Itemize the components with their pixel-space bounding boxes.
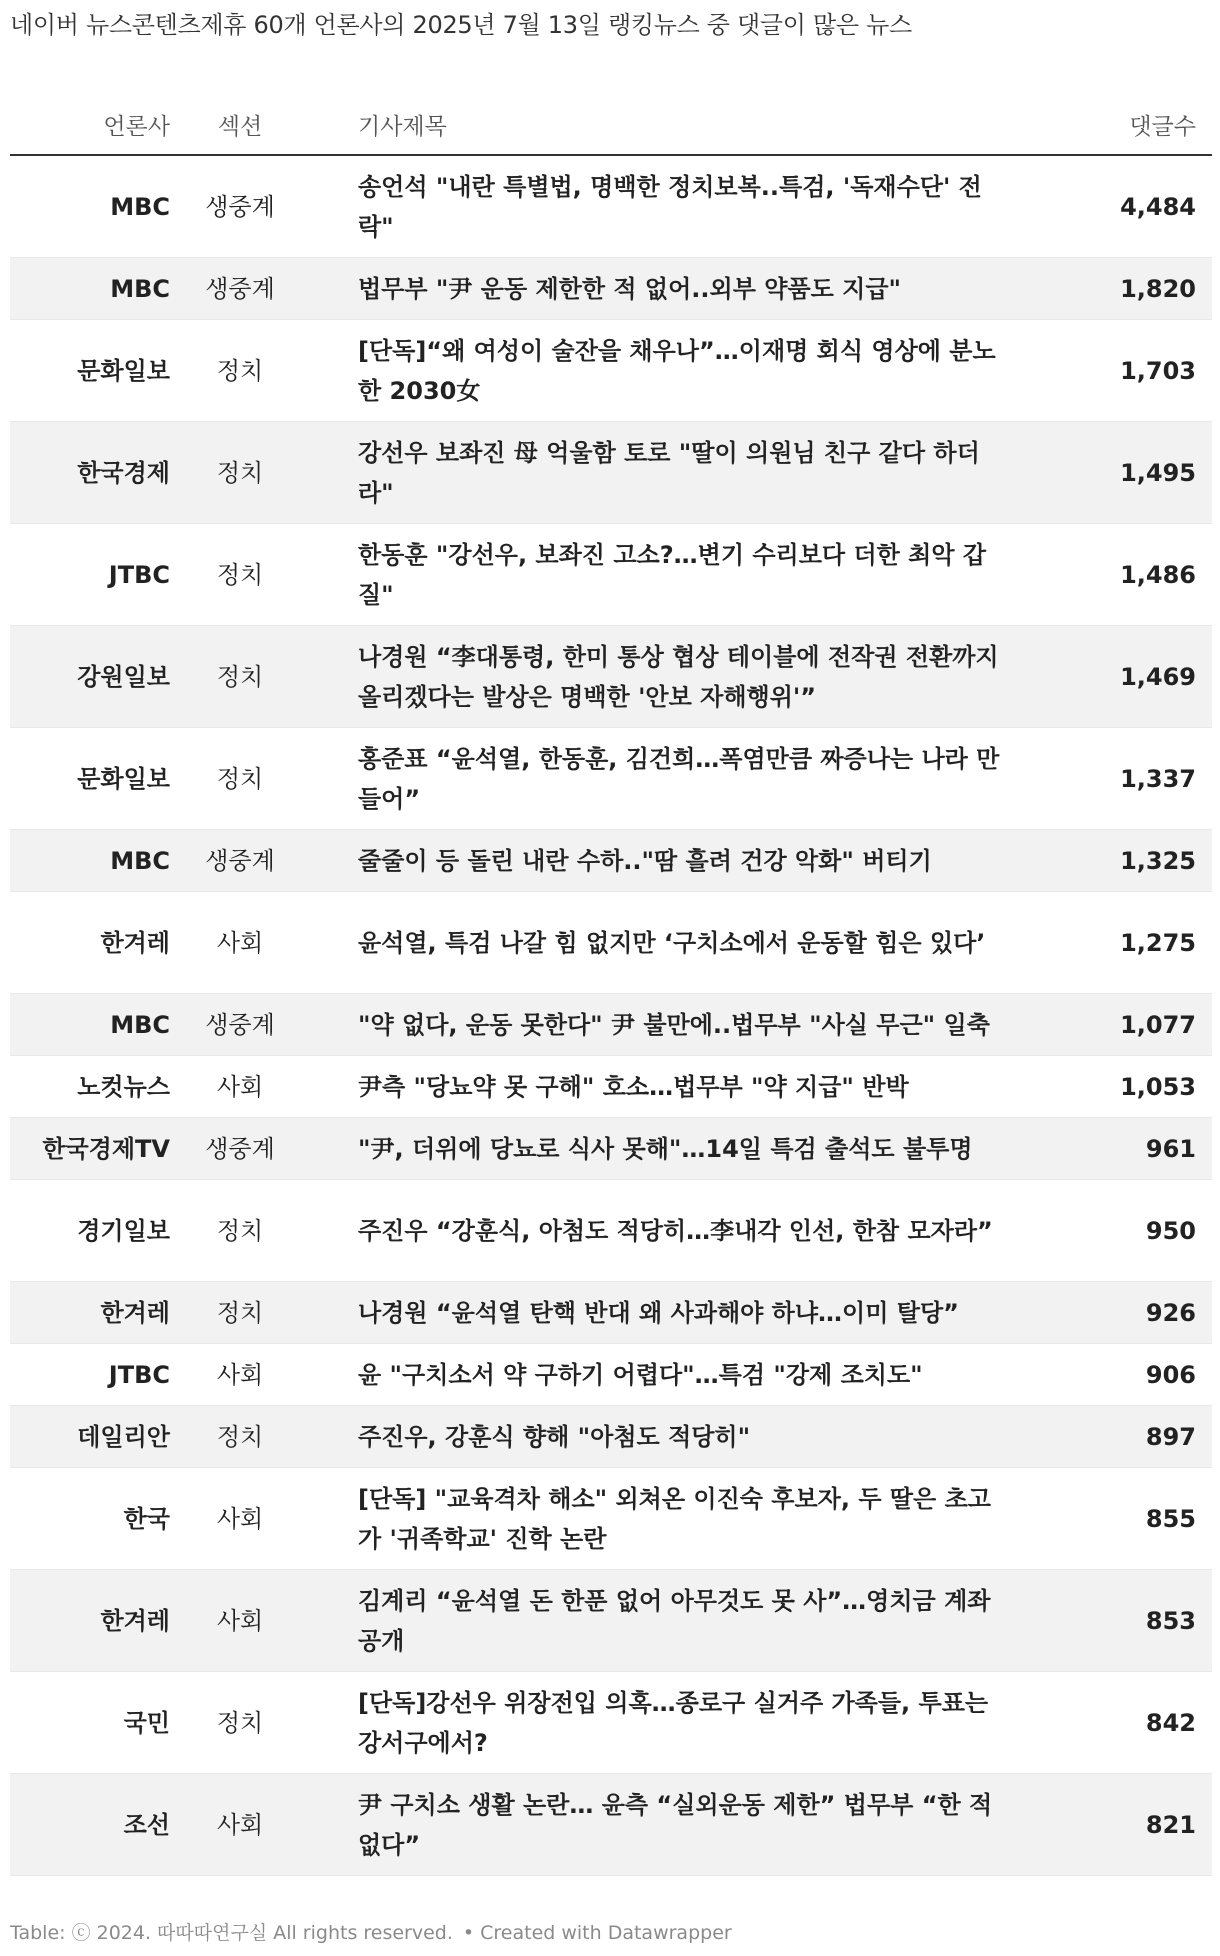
press-cell: 데일리안	[10, 1406, 170, 1468]
headline-cell[interactable]: 주진우, 강훈식 향해 "아첨도 적당히"	[310, 1406, 1030, 1468]
footer-separator: •	[462, 1922, 475, 1944]
comments-cell: 906	[1030, 1344, 1212, 1406]
table-row	[10, 1672, 1212, 1774]
press-cell: 문화일보	[10, 320, 170, 422]
section-cell: 생중계	[170, 1118, 310, 1180]
comments-cell: 1,325	[1030, 830, 1212, 892]
headline-cell[interactable]: 홍준표 “윤석열, 한동훈, 김건희…폭염만큼 짜증나는 나라 만들어”	[310, 728, 1030, 830]
headline-cell[interactable]: 윤 "구치소서 약 구하기 어렵다"…특검 "강제 조치도"	[310, 1344, 1030, 1406]
table-row	[10, 830, 1212, 892]
headline-cell[interactable]: 한동훈 "강선우, 보좌진 고소?…변기 수리보다 더한 최악 갑질"	[310, 524, 1030, 626]
section-cell: 생중계	[170, 994, 310, 1056]
headline-cell[interactable]: "尹, 더위에 당뇨로 식사 못해"…14일 특검 출석도 불투명	[310, 1118, 1030, 1180]
comments-cell: 4,484	[1030, 155, 1212, 258]
comments-cell: 950	[1030, 1180, 1212, 1282]
comments-cell: 821	[1030, 1774, 1212, 1876]
section-cell: 정치	[170, 626, 310, 728]
section-cell: 사회	[170, 1056, 310, 1118]
table-row	[10, 1468, 1212, 1570]
table-row	[10, 728, 1212, 830]
headline-cell[interactable]: 尹 구치소 생활 논란… 윤측 “실외운동 제한” 법무부 “한 적 없다”	[310, 1774, 1030, 1876]
header-comments[interactable]: 댓글수	[1030, 94, 1212, 155]
headline-cell[interactable]: 주진우 “강훈식, 아첨도 적당히…李내각 인선, 한참 모자라”	[310, 1180, 1030, 1282]
section-cell: 생중계	[170, 258, 310, 320]
header-press[interactable]: 언론사	[10, 94, 170, 155]
section-cell: 정치	[170, 1406, 310, 1468]
comments-cell: 1,486	[1030, 524, 1212, 626]
comments-cell: 855	[1030, 1468, 1212, 1570]
section-cell: 정치	[170, 524, 310, 626]
press-cell: 조선	[10, 1774, 170, 1876]
headline-cell[interactable]: 강선우 보좌진 母 억울함 토로 "딸이 의원님 친구 같다 하더라"	[310, 422, 1030, 524]
table-row	[10, 258, 1212, 320]
press-cell: 강원일보	[10, 626, 170, 728]
press-cell: 한겨레	[10, 1570, 170, 1672]
press-cell: 경기일보	[10, 1180, 170, 1282]
press-cell: JTBC	[10, 524, 170, 626]
comments-cell: 1,275	[1030, 892, 1212, 994]
table-row	[10, 1180, 1212, 1282]
table-row	[10, 1118, 1212, 1180]
section-cell: 사회	[170, 1344, 310, 1406]
section-cell: 사회	[170, 1570, 310, 1672]
headline-cell[interactable]: [단독]강선우 위장전입 의혹…종로구 실거주 가족들, 투표는 강서구에서?	[310, 1672, 1030, 1774]
headline-cell[interactable]: [단독]“왜 여성이 술잔을 채우나”…이재명 회식 영상에 분노한 2030女	[310, 320, 1030, 422]
header-section[interactable]: 섹션	[170, 94, 310, 155]
table-body	[10, 155, 1212, 1876]
section-cell: 정치	[170, 1672, 310, 1774]
headline-cell[interactable]: [단독] "교육격차 해소" 외쳐온 이진숙 후보자, 두 딸은 초고가 '귀족학교' 진학 논란	[310, 1468, 1030, 1570]
table-row	[10, 1282, 1212, 1344]
section-cell: 생중계	[170, 830, 310, 892]
comments-cell: 926	[1030, 1282, 1212, 1344]
press-cell: MBC	[10, 155, 170, 258]
comments-cell: 1,077	[1030, 994, 1212, 1056]
section-cell: 생중계	[170, 155, 310, 258]
headline-cell[interactable]: 김계리 “윤석열 돈 한푼 없어 아무것도 못 사”…영치금 계좌 공개	[310, 1570, 1030, 1672]
table-row	[10, 1406, 1212, 1468]
press-cell: MBC	[10, 830, 170, 892]
section-cell: 사회	[170, 892, 310, 994]
comments-cell: 853	[1030, 1570, 1212, 1672]
footer	[10, 1918, 732, 1945]
headline-cell[interactable]: 법무부 "尹 운동 제한한 적 없어..외부 약품도 지급"	[310, 258, 1030, 320]
press-cell: 노컷뉴스	[10, 1056, 170, 1118]
section-cell: 정치	[170, 1282, 310, 1344]
headline-cell[interactable]: 尹측 "당뇨약 못 구해" 호소…법무부 "약 지급" 반박	[310, 1056, 1030, 1118]
press-cell: 한겨레	[10, 892, 170, 994]
press-cell: 한국경제	[10, 422, 170, 524]
press-cell: 한국	[10, 1468, 170, 1570]
press-cell: 한국경제TV	[10, 1118, 170, 1180]
table-row	[10, 626, 1212, 728]
press-cell: 국민	[10, 1672, 170, 1774]
table-row	[10, 422, 1212, 524]
table-row	[10, 994, 1212, 1056]
table-title: 네이버 뉴스콘텐츠제휴 60개 언론사의 2025년 7월 13일 랭킹뉴스 중 댓글이 많은 뉴스	[10, 11, 912, 39]
headline-cell[interactable]: 나경원 “李대통령, 한미 통상 협상 테이블에 전작권 전환까지 올리겠다는 발상은 명백한 '안보 자해행위'”	[310, 626, 1030, 728]
ranking-table	[10, 94, 1212, 1876]
section-cell: 정치	[170, 728, 310, 830]
comments-cell: 1,337	[1030, 728, 1212, 830]
press-cell: JTBC	[10, 1344, 170, 1406]
table-row	[10, 320, 1212, 422]
section-cell: 사회	[170, 1774, 310, 1876]
section-cell: 정치	[170, 320, 310, 422]
table-row	[10, 524, 1212, 626]
comments-cell: 961	[1030, 1118, 1212, 1180]
headline-cell[interactable]: 윤석열, 특검 나갈 힘 없지만 ‘구치소에서 운동할 힘은 있다’	[310, 892, 1030, 994]
table-row	[10, 1570, 1212, 1672]
footer-source: Table: ⓒ 2024. 따따따연구실 All rights reserved.	[10, 1922, 453, 1944]
headline-cell[interactable]: "약 없다, 운동 못한다" 尹 불만에..법무부 "사실 무근" 일축	[310, 994, 1030, 1056]
press-cell: MBC	[10, 258, 170, 320]
table-row	[10, 155, 1212, 258]
press-cell: 한겨레	[10, 1282, 170, 1344]
table-row	[10, 892, 1212, 994]
comments-cell: 1,053	[1030, 1056, 1212, 1118]
comments-cell: 1,820	[1030, 258, 1212, 320]
comments-cell: 1,469	[1030, 626, 1212, 728]
comments-cell: 842	[1030, 1672, 1212, 1774]
press-cell: 문화일보	[10, 728, 170, 830]
section-cell: 사회	[170, 1468, 310, 1570]
comments-cell: 1,495	[1030, 422, 1212, 524]
table-row	[10, 1056, 1212, 1118]
section-cell: 정치	[170, 1180, 310, 1282]
table-row	[10, 1344, 1212, 1406]
headline-cell[interactable]: 나경원 “윤석열 탄핵 반대 왜 사과해야 하냐…이미 탈당”	[310, 1282, 1030, 1344]
press-cell: MBC	[10, 994, 170, 1056]
section-cell: 정치	[170, 422, 310, 524]
headline-cell[interactable]: 줄줄이 등 돌린 내란 수하.."땀 흘려 건강 악화" 버티기	[310, 830, 1030, 892]
header-headline[interactable]: 기사제목	[310, 94, 1030, 155]
table-row	[10, 1774, 1212, 1876]
comments-cell: 897	[1030, 1406, 1212, 1468]
comments-cell: 1,703	[1030, 320, 1212, 422]
footer-credit[interactable]: Created with Datawrapper	[480, 1922, 732, 1944]
headline-cell[interactable]: 송언석 "내란 특별법, 명백한 정치보복..특검, '독재수단' 전락"	[310, 155, 1030, 258]
header-row	[10, 94, 1212, 155]
